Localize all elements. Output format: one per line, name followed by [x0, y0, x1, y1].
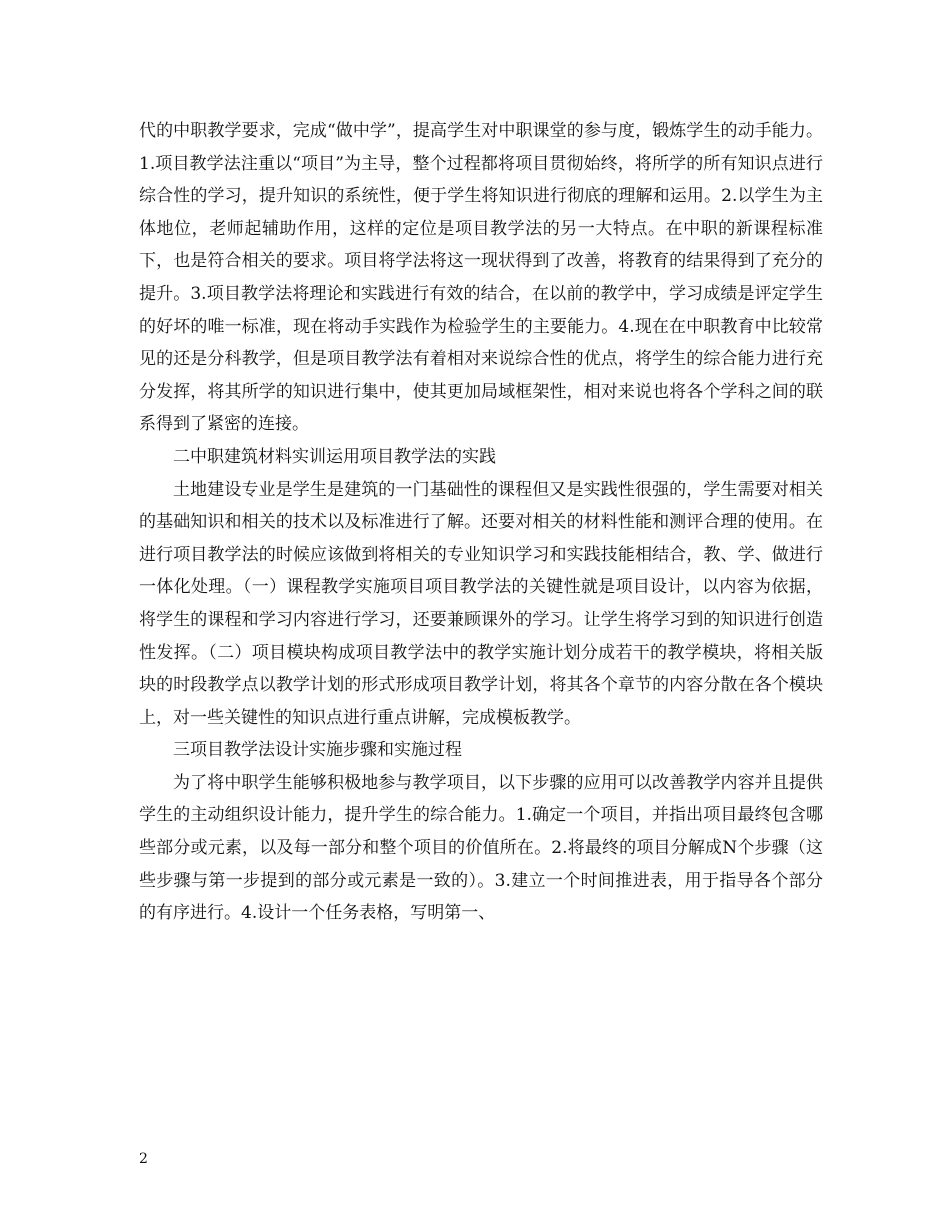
page-number: 2 — [139, 1151, 148, 1167]
paragraph-section-two: 土地建设专业是学生是建筑的一门基础性的课程但又是实践性很强的，学生需要对相关的基础知识和相关的技术以及标准进行了解。还要对相关的材料性能和测评合理的使用。在进行项目教学法的时候应该做到将相关的专业知识学习和实践技能相结合，教、学、做进行一体化处理。（一）课程教学实施项目项目教学法的关键性就是项目设计，以内容为依据，将学生的课程和学习内容进行学习，还要兼顾课外的学习。让学生将学习到的知识进行创造性发挥。（二）项目模块构成项目教学法中的教学实施计划分成若干的教学模块，将相关版块的时段教学点以教学计划的形式形成项目教学计划，将其各个章节的内容分散在各个模块上，对一些关键性的知识点进行重点讲解，完成模板教学。 — [139, 479, 823, 728]
paragraph-section-three: 为了将中职学生能够积极地参与教学项目，以下步骤的应用可以改善教学内容并且提供学生的主动组织设计能力，提升学生的综合能力。1.确定一个项目，并指出项目最终包含哪些部分或元素，以及每一部分和整个项目的价值所在。2.将最终的项目分解成N个步骤（这些步骤与第一步提到的部分或元素是一致的）。3.建立一个时间推进表，用于指导各个部分的有序进行。4.设计一个任务表格，写明第一、 — [139, 772, 823, 924]
page-body — [139, 115, 823, 930]
section-heading-three: 三项目教学法设计实施步骤和实施过程 — [173, 740, 462, 761]
paragraph-continuation: 代的中职教学要求，完成“做中学”，提高学生对中职课堂的参与度，锻炼学生的动手能力。1.项目教学法注重以“项目”为主导，整个过程都将项目贯彻始终，将所学的所有知识点进行综合性的学习，提升知识的系统性，便于学生将知识进行彻底的理解和运用。2.以学生为主体地位，老师起辅助作用，这样的定位是项目教学法的另一大特点。在中职的新课程标准下，也是符合相关的要求。项目将学法将这一现状得到了改善，将教育的结果得到了充分的提升。3.项目教学法将理论和实践进行有效的结合，在以前的教学中，学习成绩是评定学生的好坏的唯一标准，现在将动手实践作为检验学生的主要能力。4.现在在中职教育中比较常见的还是分科教学，但是项目教学法有着相对来说综合性的优点，将学生的综合能力进行充分发挥，将其所学的知识进行集中，使其更加局域框架性，相对来说也将各个学科之间的联系得到了紧密的连接。 — [139, 121, 823, 435]
section-heading-two: 二中职建筑材料实训运用项目教学法的实践 — [173, 446, 496, 467]
